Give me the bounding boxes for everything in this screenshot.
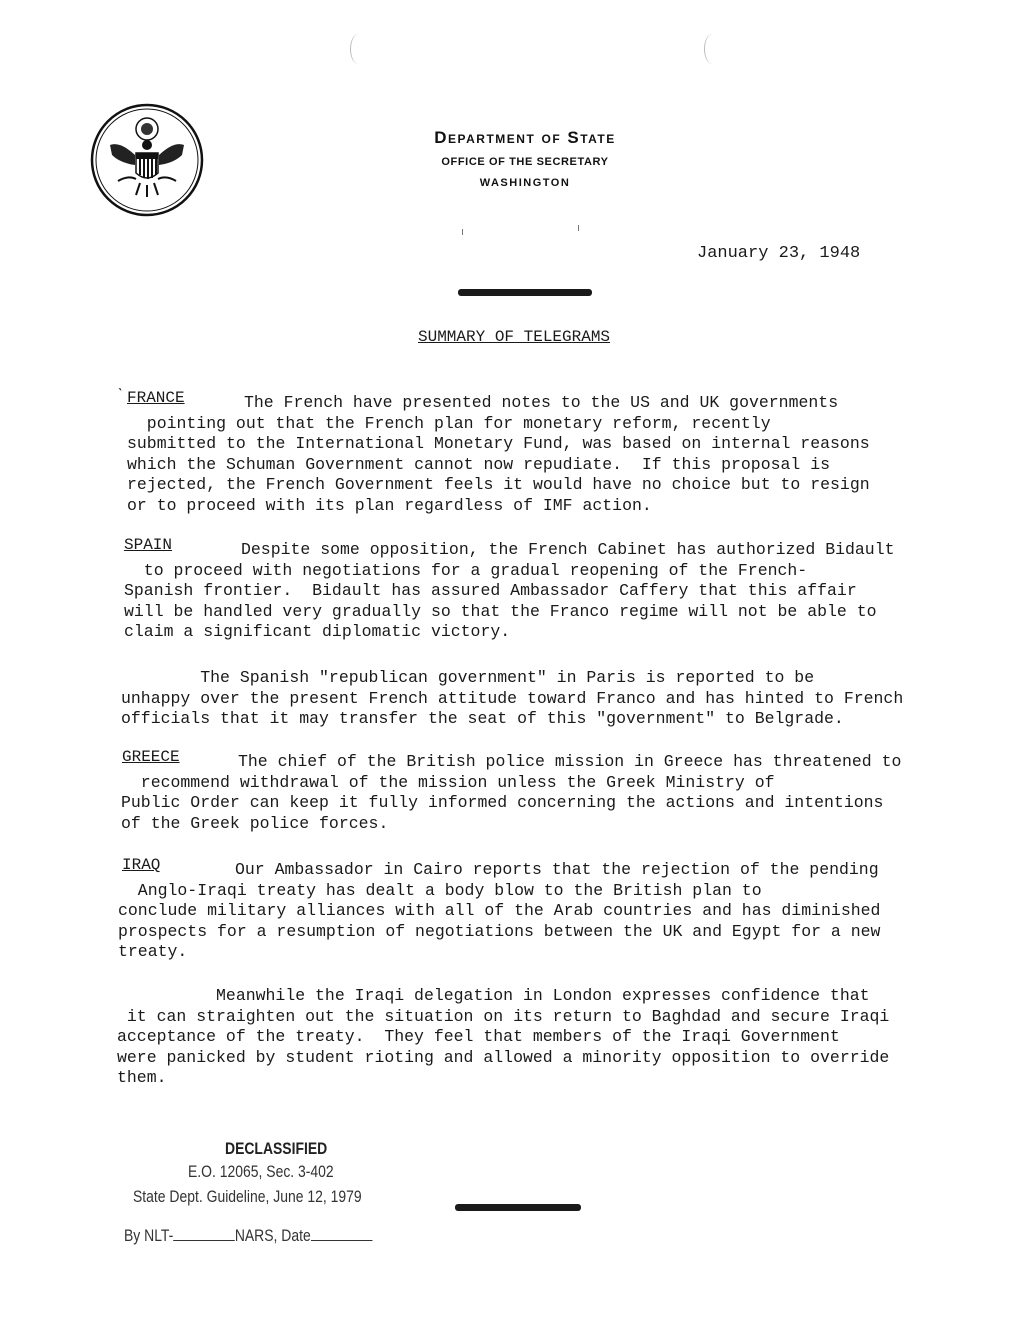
declassified-stamp-title: DECLASSIFIED	[225, 1139, 328, 1158]
redacted-classification-bottom	[455, 1204, 581, 1211]
punch-hole-mark	[350, 34, 367, 64]
declassified-stamp-line3	[124, 1226, 372, 1246]
redacted-classification-top	[458, 289, 592, 296]
city-name: WASHINGTON	[479, 177, 571, 189]
document-title: SUMMARY OF TELEGRAMS	[418, 328, 611, 346]
declassified-stamp-line1: E.O. 12065, Sec. 3-402	[188, 1162, 334, 1181]
letterhead	[360, 128, 690, 189]
declassified-stamp-line2: State Dept. Guideline, June 12, 1979	[133, 1187, 362, 1206]
department-name: Department of State	[434, 128, 616, 147]
by-label: By NLT-	[124, 1226, 174, 1245]
document-date: January 23, 1948	[697, 244, 861, 263]
margin-tick: ˋ	[116, 387, 126, 405]
section-text-france: The French have presented notes to the US and UK governments pointing out that the French plan for monetary reform, recently submitted to the International Monetary Fund, was based on internal reasons which the Schuman Government cannot now repudiate. If this proposal is rejected, the French Government feels it would have no choice but to resign or to proceed with its plan regardless of IMF action.	[127, 393, 870, 515]
margin-mark	[578, 225, 579, 231]
punch-hole-mark	[704, 34, 721, 64]
department-seal-icon	[90, 103, 204, 217]
section-label-spain: SPAIN	[124, 536, 173, 554]
section-text-iraq: Our Ambassador in Cairo reports that the rejection of the pending Anglo-Iraqi treaty has dealt a body blow to the British plan to conclude military alliances with all of the Arab countries and has diminished prospects for a resumption of negotiations between the UK and Egypt for a new treaty.	[118, 860, 881, 961]
signature-blank	[173, 1240, 235, 1241]
section-label-france: FRANCE	[127, 389, 185, 407]
section-text-spain-2: The Spanish "republican government" in Paris is reported to be unhappy over the present French attitude toward Franco and has hinted to French officials that it may transfer the seat of this "government" to Belgrade.	[121, 668, 904, 728]
nars-date-label: NARS, Date	[234, 1226, 311, 1245]
section-label-iraq: IRAQ	[122, 856, 161, 874]
section-text-greece: The chief of the British police mission in Greece has threatened to recommend withdrawal of the mission unless the Greek Ministry of Public Order can keep it fully informed concerning the actions and intentions of the Greek police forces.	[121, 752, 902, 833]
margin-mark	[462, 229, 463, 235]
section-label-greece: GREECE	[122, 748, 180, 766]
section-text-iraq-2: Meanwhile the Iraqi delegation in London expresses confidence that it can straighten out the situation on its return to Baghdad and secure Iraqi acceptance of the treaty. They feel that members of the Iraqi Government were panicked by student rioting and allowed a minority opposition to override them.	[117, 986, 890, 1087]
office-name: OFFICE OF THE SECRETARY	[441, 156, 609, 168]
date-blank	[311, 1240, 373, 1241]
section-text-spain: Despite some opposition, the French Cabinet has authorized Bidault to proceed with negotiations for a gradual reopening of the French- Spanish frontier. Bidault has assured Ambassador Caffery that this affair will be handled very gradually so that the Franco regime will not be able to claim a significant diplomatic victory.	[124, 540, 895, 641]
